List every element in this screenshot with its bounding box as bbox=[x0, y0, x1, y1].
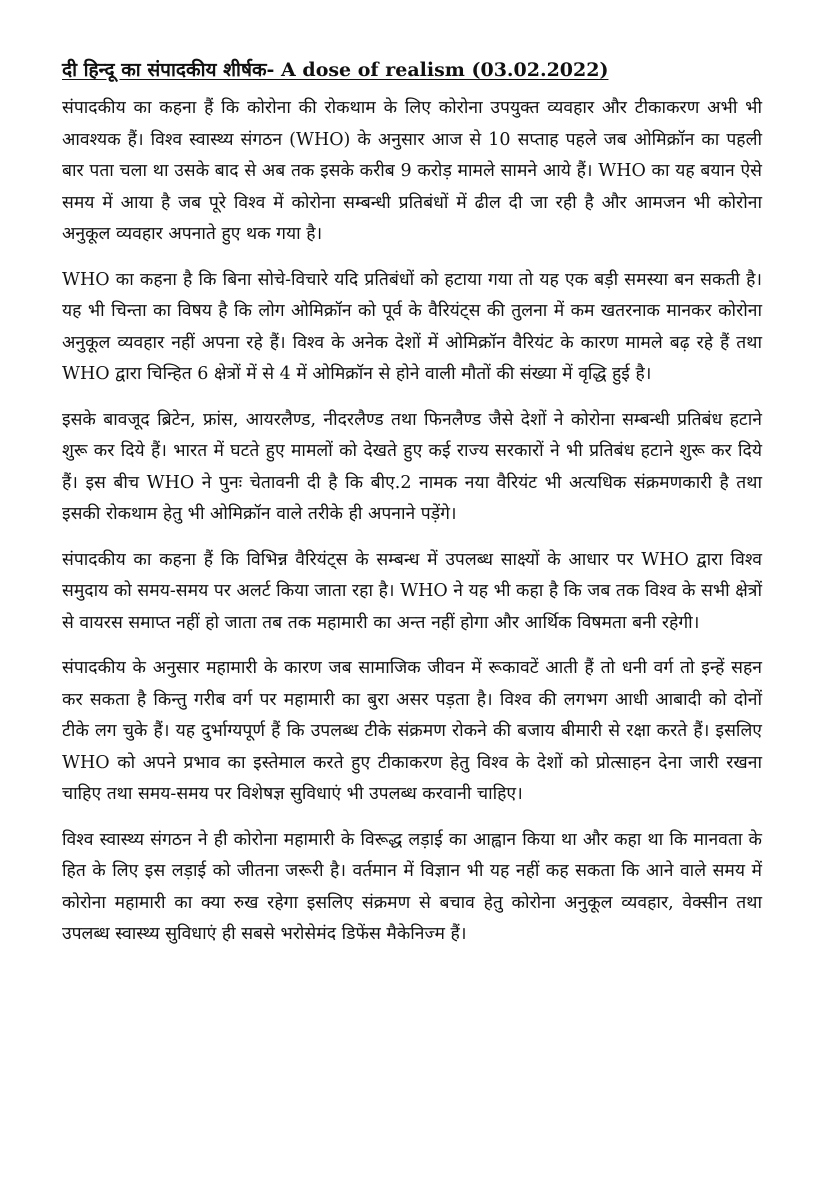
paragraph-5: संपादकीय के अनुसार महामारी के कारण जब सामाजिक जीवन में रूकावटें आती हैं तो धनी वर्ग तो इन्हें सहन कर सकता है किन्तु गरीब वर्ग पर महामारी का बुरा असर पड़ता है। विश्व की लगभग आधी आबादी को दोनों टीके लग चुके हैं। यह दुर्भाग्यपूर्ण हैं कि उपलब्ध टीके संक्रमण रोकने की बजाय बीमारी से रक्षा करते हैं। इसलिए WHO को अपने प्रभाव का इस्तेमाल करते हुए टीकाकरण हेतु विश्व के देशों को प्रोत्साहन देना जारी रखना चाहिए तथा समय-समय पर विशेषज्ञ सुविधाएं भी उपलब्ध करवानी चाहिए। bbox=[62, 658, 762, 804]
paragraph-4: संपादकीय का कहना हैं कि विभिन्न वैरियंट्स के सम्बन्ध में उपलब्ध साक्ष्यों के आधार पर WHO द्वारा विश्व समुदाय को समय-समय पर अलर्ट किया जाता रहा है। WHO ने यह भी कहा है कि जब तक विश्व के सभी क्षेत्रों से वायरस समाप्त नहीं हो जाता तब तक महामारी का अन्त नहीं होगा और आर्थिक विषमता बनी रहेगी। bbox=[62, 549, 762, 633]
paragraph-3: इसके बावजूद ब्रिटेन, फ्रांस, आयरलैण्ड, नीदरलैण्ड तथा फिनलैण्ड जैसे देशों ने कोरोना सम्बन्धी प्रतिबंध हटाने शुरू कर दिये हैं। भारत में घटते हुए मामलों को देखते हुए कई राज्य सरकारों ने भी प्रतिबंध हटाने शुरू कर दिये हैं। इस बीच WHO ने पुनः चेतावनी दी है कि बीए.2 नामक नया वैरियंट भी अत्यधिक संक्रमणकारी है तथा इसकी रोकथाम हेतु भी ओमिक्रॉन वाले तरीके ही अपनाने पड़ेंगे। bbox=[62, 409, 762, 524]
paragraph-1: संपादकीय का कहना हैं कि कोरोना की रोकथाम के लिए कोरोना उपयुक्त व्यवहार और टीकाकरण अभी भी आवश्यक हैं। विश्व स्वास्थ्य संगठन (WHO) के अनुसार आज से 10 सप्ताह पहले जब ओमिक्रॉन का पहली बार पता चला था उसके बाद से अब तक इसके करीब 9 करोड़ मामले सामने आये हैं। WHO का यह बयान ऐसे समय में आया है जब पूरे विश्व में कोरोना सम्बन्धी प्रतिबंधों में ढील दी जा रही है और आमजन भी कोरोना अनुकूल व्यवहार अपनाते हुए थक गया है। bbox=[62, 98, 762, 244]
editorial-title: दी हिन्दू का संपादकीय शीर्षक- A dose of realism (03.02.2022) bbox=[62, 59, 609, 81]
paragraph-2: WHO का कहना है कि बिना सोचे-विचारे यदि प्रतिबंधों को हटाया गया तो यह एक बड़ी समस्या बन सकती है। यह भी चिन्ता का विषय है कि लोग ओमिक्रॉन को पूर्व के वैरियंट्स की तुलना में कम खतरनाक मानकर कोरोना अनुकूल व्यवहार नहीं अपना रहे हैं। विश्व के अनेक देशों में ओमिक्रॉन वैरियंट के कारण मामले बढ़ रहे हैं तथा WHO द्वारा चिन्हित 6 क्षेत्रों में से 4 में ओमिक्रॉन से होने वाली मौतों की संख्या में वृद्धि हुई है। bbox=[62, 269, 762, 384]
paragraph-6: विश्व स्वास्थ्य संगठन ने ही कोरोना महामारी के विरूद्ध लड़ाई का आह्वान किया था और कहा था कि मानवता के हित के लिए इस लड़ाई को जीतना जरूरी है। वर्तमान में विज्ञान भी यह नहीं कह सकता कि आने वाले समय में कोरोना महामारी का क्या रुख रहेगा इसलिए संक्रमण से बचाव हेतु कोरोना अनुकूल व्यवहार, वेक्सीन तथा उपलब्ध स्वास्थ्य सुविधाएं ही सबसे भरोसेमंद डिफेंस मैकेनिज्म हैं। bbox=[62, 829, 762, 944]
editorial-page bbox=[62, 55, 762, 965]
